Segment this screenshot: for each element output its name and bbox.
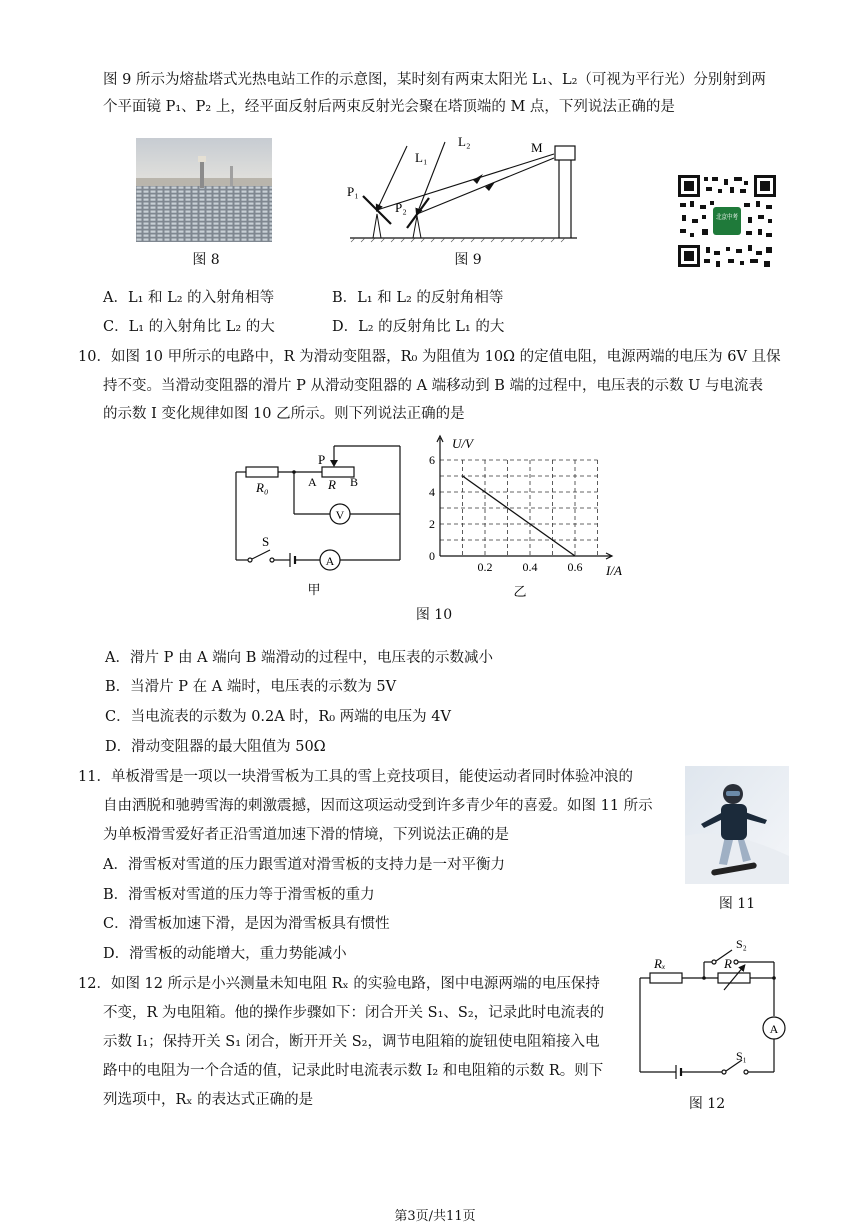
fig12-ammeter-label: A [769,1022,779,1036]
figure-9-diagram [345,132,585,248]
graph-x-tick-label: 0.2 [477,560,493,574]
graph-series-line [463,476,576,556]
fig9-label-p2: P₂ [395,200,407,215]
q11-line-2: 自由洒脱和驰骋雪海的刺激震撼，因而这项运动受到许多青少年的喜爱。如图 11 所示 [103,798,653,814]
fig10-label-jia: 甲 [307,582,321,597]
fig10-label-s: S [262,534,270,549]
q12-line-1: 12．如图 12 所示是小兴测量未知电阻 Rₓ 的实验电路，图中电源两端的电压保持 [78,976,600,992]
figure-11-photo [685,766,789,884]
q10-line-1: 10．如图 10 甲所示的电路中，R 为滑动变阻器，R₀ 为阻值为 10Ω 的定值电阻，电源两端的电压为 6V 且保 [78,349,781,365]
fig9-label-l2: L₂ [458,134,471,149]
graph-y-tick-label: 2 [429,517,435,531]
graph-ylabel: U/V [452,436,473,451]
figure-8-photo [136,138,272,242]
figure-10-caption: 图 10 [415,607,453,623]
figure-8-caption: 图 8 [192,252,220,268]
fig9-label-l1: L₁ [415,150,428,165]
fig10-label-b: B [350,475,359,489]
q12-line-5: 列选项中，Rₓ 的表达式正确的是 [103,1092,314,1108]
qr-code [678,175,776,267]
graph-y-tick-label: 6 [429,453,435,467]
q9-intro-line-2: 个平面镜 P₁、P₂ 上，经平面反射后两束反射光会聚在塔顶端的 M 点，下列说法正确的是 [103,99,675,115]
q10-line-2: 持不变。当滑动变阻器的滑片 P 从滑动变阻器的 A 端移动到 B 端的过程中，电压表的示数 U 与电流表 [103,378,763,394]
q9-option-d: D．L₂ 的反射角比 L₁ 的大 [332,319,505,335]
fig9-label-m: M [531,140,543,155]
figure-9-caption: 图 9 [454,252,482,268]
q10-option-d: D．滑动变阻器的最大阻值为 50Ω [105,739,326,755]
q9-option-a: A．L₁ 和 L₂ 的入射角相等 [103,290,275,306]
fig12-label-s1: S₁ [736,1049,747,1063]
q10-option-b: B．当滑片 P 在 A 端时，电压表的示数为 5V [105,679,397,695]
figure-12-circuit [632,936,802,1086]
graph-x-tick-label: 0.4 [522,560,538,574]
fig10-label-p: P [318,452,326,467]
figure-11-caption: 图 11 [718,896,756,912]
q11-line-3: 为单板滑雪爱好者正沿雪道加速下滑的情境，下列说法正确的是 [103,827,509,843]
q12-line-4: 路中的电阻为一个合适的值，记录此时电流表示数 I₂ 和电阻箱的示数 R。则下 [103,1063,604,1079]
page-footer: 第3页/共11页 [394,1209,476,1224]
fig10-ammeter-label: A [325,554,335,568]
graph-y-tick-label: 0 [429,549,435,563]
figure-10-graph [420,432,635,600]
q9-option-b: B．L₁ 和 L₂ 的反射角相等 [332,290,504,306]
graph-y-tick-label: 4 [429,485,435,499]
fig10-label-r0: R₀ [256,480,269,495]
q10-line-3: 的示数 I 变化规律如图 10 乙所示。则下列说法正确的是 [103,406,465,422]
q9-option-c: C．L₁ 的入射角比 L₂ 的大 [103,319,275,335]
fig12-label-rx: Rₓ [654,956,666,971]
q11-option-c: C．滑雪板加速下滑，是因为滑雪板具有惯性 [103,916,390,932]
q10-option-c: C．当电流表的示数为 0.2A 时，R₀ 两端的电压为 4V [105,709,451,725]
q12-line-3: 示数 I₁；保持开关 S₁ 闭合，断开开关 S₂，调节电阻箱的旋钮使电阻箱接入电 [103,1034,600,1050]
fig12-label-s2: S₂ [736,937,747,951]
q11-option-a: A．滑雪板对雪道的压力跟雪道对滑雪板的支持力是一对平衡力 [103,857,505,873]
graph-xlabel: I/A [606,563,622,578]
graph-x-tick-label: 0.6 [567,560,583,574]
q12-line-2: 不变，R 为电阻箱。他的操作步骤如下：闭合开关 S₁、S₂，记录此时电流表的 [103,1005,605,1021]
fig10-voltmeter-label: V [335,508,345,522]
fig10-label-r: R [328,477,336,492]
graph-label-yi: 乙 [513,584,527,599]
fig10-label-a: A [308,475,317,489]
q11-option-b: B．滑雪板对雪道的压力等于滑雪板的重力 [103,887,375,903]
q11-option-d: D．滑雪板的动能增大，重力势能减小 [103,946,347,962]
q11-line-1: 11．单板滑雪是一项以一块滑雪板为工具的雪上竞技项目，能使运动者同时体验冲浪的 [78,769,633,785]
fig12-label-r: R [724,956,732,971]
q10-option-a: A．滑片 P 由 A 端向 B 端滑动的过程中，电压表的示数减小 [105,650,494,666]
ui-graph-svg [420,432,635,600]
fig9-label-p1: P₁ [347,184,359,199]
figure-10-circuit [230,440,410,600]
figure-12-caption: 图 12 [688,1096,726,1112]
qr-logo-text: 北京中考 [716,213,744,221]
q9-intro-line-1: 图 9 所示为熔盐塔式光热电站工作的示意图，某时刻有两束太阳光 L₁、L₂（可视为平行光）分别射到两 [103,72,766,88]
